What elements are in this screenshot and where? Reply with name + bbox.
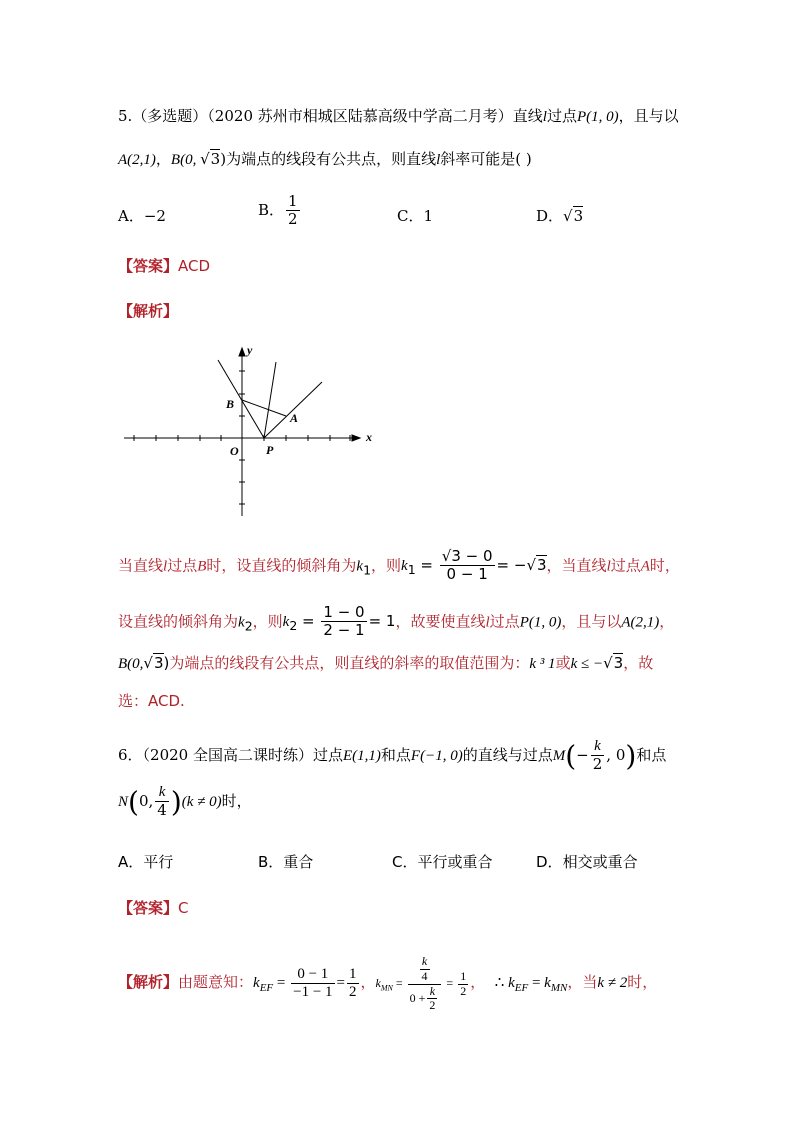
q6-f1-den: −1 − 1 — [293, 983, 333, 1000]
q6-kMN: k — [375, 975, 381, 990]
sol2-c: = 1 — [368, 612, 396, 631]
q6-sub-MN-2: MN — [550, 981, 568, 994]
q6-M-num: k — [591, 738, 605, 756]
q6-option-d-value: 相交或重合 — [562, 853, 638, 871]
sol2-k-2: k — [282, 614, 290, 631]
q6-option-c-value: 平行或重合 — [417, 853, 493, 871]
segment-AB — [242, 400, 286, 416]
q6-N-den: 4 — [157, 801, 167, 820]
sol1-l: l — [163, 558, 168, 575]
q6-kMN-2: k — [544, 974, 551, 991]
q6-f2-top — [420, 955, 430, 984]
q6-f2-top-d: 4 — [421, 968, 428, 983]
sol1-e: = − — [496, 556, 527, 575]
q6-point-E: E(1,1) — [343, 747, 381, 764]
sol3-sqrt: √ — [143, 654, 153, 672]
sol3-a: B(0, — [118, 656, 144, 672]
q5-option-a-value: −2 — [143, 207, 166, 225]
q5-point-B-pre: B(0, — [170, 152, 201, 168]
q6-option-b-value: 重合 — [283, 853, 314, 871]
q5-analysis-tag-text: 【解析】 — [118, 302, 179, 320]
q6-stem-pre: 6．（2020 全国高二课时练）过点 — [118, 745, 343, 764]
q5-solution-line2: 设直线的倾斜角为$k_2$，则$k_2$ = $\frac{1 - 0}{2 - 1}$ = 1，故要使直线l过点P(1, 0)，且与以A(2,1)， — [118, 603, 675, 640]
q6-option-d-label: D． — [536, 853, 563, 871]
sol3-sqrt-2: √ — [603, 654, 613, 672]
sol1-sqrt3: 3 — [537, 556, 547, 575]
q6-analysis-tag: 【解析】 — [118, 972, 179, 991]
sol3-d: k ³ 1 — [529, 656, 556, 672]
q6-half — [347, 966, 359, 1002]
sol1-h: 时， — [649, 556, 680, 575]
q5-solution-line4 — [118, 690, 185, 711]
sol1-frac-sqrt: √ — [441, 547, 452, 565]
q6-comma: ， — [360, 972, 376, 991]
sol2-fraction — [321, 604, 366, 640]
q5-option-a — [118, 205, 166, 226]
q5-option-b-fraction — [286, 193, 300, 229]
q6-mid: 的直线与过点 — [462, 745, 553, 764]
sol1-f: ，当直线 — [546, 556, 607, 575]
sol1-c: 时，设直线的倾斜角为 — [206, 556, 357, 575]
sol2-e: 过点 — [489, 612, 520, 631]
sol1-d: ，则 — [371, 556, 402, 575]
q5-option-d-sqrt: √ — [563, 207, 573, 225]
q6-option-c-label: C． — [392, 853, 418, 871]
sol2-d: ，故要使直线 — [395, 612, 486, 631]
sol1-sub: 1 — [363, 562, 372, 578]
sol2-k: k — [238, 614, 245, 631]
q5-option-a-label: A． — [118, 207, 144, 225]
q5-option-d-value: 3 — [573, 207, 584, 225]
sol2-frac-den: 2 − 1 — [323, 621, 365, 640]
q6-option-b-label: B． — [258, 853, 284, 871]
q6-cond: k ≠ 2 — [597, 974, 628, 991]
q5-option-b-label: B． — [258, 200, 285, 219]
q5-stem-post: ，且与以 — [618, 107, 679, 125]
sol3-sqrt3: 3 — [153, 654, 164, 672]
q5-point-A: A(2,1) — [118, 152, 156, 168]
sol3-f: k ≤ − — [570, 656, 604, 672]
sol2-f: P(1, 0) — [519, 614, 562, 631]
sol4-text: 选：ACD. — [118, 692, 185, 710]
q6-option-c — [392, 851, 493, 872]
q5-option-c-value: 1 — [423, 207, 434, 225]
q5-option-b-den: 2 — [288, 210, 298, 229]
q6-f2-bot-pre: 0 + — [409, 990, 426, 1005]
q6-N-lparen: ( — [128, 785, 139, 819]
q6-N-num: k — [155, 784, 169, 802]
sol3-g: ，故 — [623, 654, 654, 672]
q6-sub-MN: MN — [380, 983, 393, 993]
q5-analysis-tag — [118, 300, 178, 321]
sol1-b: 过点 — [167, 556, 198, 575]
q5-stem-mid: 过点 — [546, 107, 577, 125]
q6-sub-EF-2: EF — [514, 981, 529, 994]
q6-N-rparen: ) — [170, 785, 182, 819]
q6-and: 和点 — [380, 745, 411, 764]
line-through-B — [218, 360, 264, 438]
q5-answer-value: ACD — [178, 257, 211, 275]
q6-analysis: 【解析】由题意知：$k_{EF}$ = $\frac{0 - 1}{-1 - 1}$ = $\frac{1}{2}$ ，$k_{MN}$ = $\frac{k}{4}$ 0 + $\frac{k}{2}$ = $\frac{1}{2}$ ， ∴ $k_{EF} = k_{MN}$，当k ≠ 2时， — [118, 954, 658, 1013]
q6-half-d: 2 — [349, 983, 357, 1000]
sol2-h: A(2,1) — [621, 614, 660, 631]
q6-M-lparen: ( — [565, 739, 577, 773]
q6-M-rparen: ) — [625, 739, 637, 773]
q6-f2-bot-n: k — [427, 985, 437, 1000]
q5-solution-line1: 当直线l过点B时，设直线的倾斜角为$k_1$，则$k_1$ = $\frac{√3 - 0}{0 - 1}$ = −√3，当直线l过点A时， — [118, 547, 680, 584]
q6-M-post: , 0 — [606, 745, 626, 764]
q6-answer — [118, 897, 189, 918]
q5-sqrt-sign: √ — [200, 150, 210, 168]
q6-f1 — [291, 966, 334, 1002]
q6-sub-EF: EF — [259, 981, 274, 994]
q5-stem-line1 — [118, 105, 679, 126]
q6-end2: 时， — [221, 791, 252, 810]
q5-coordinate-graph — [120, 340, 380, 520]
q6-N: N — [118, 793, 129, 810]
sol3-b: ) — [163, 654, 170, 672]
sol2-i: ， — [659, 612, 675, 631]
sol2-frac-num: 1 − 0 — [323, 603, 365, 621]
sol1-a: 当直线 — [118, 556, 164, 575]
sol2-l: l — [485, 614, 490, 631]
sol2-a: 设直线的倾斜角为 — [118, 612, 239, 631]
sol2-b: ，则 — [252, 612, 283, 631]
sol1-l-2: l — [606, 558, 611, 575]
sol1-fraction — [440, 548, 495, 584]
y-label: y — [247, 343, 253, 357]
sol2-g: ，且与以 — [561, 612, 622, 631]
q5-stem-text: 5.（多选题）（2020 苏州市相城区陆慕高级中学高二月考）直线 — [118, 107, 543, 125]
q6-half2-n: 1 — [460, 968, 467, 983]
q6-f2-bot-d: 2 — [429, 998, 436, 1013]
q6-comma-2: ， — [470, 972, 486, 991]
line-through-A — [264, 382, 322, 438]
q5-option-b-num: 1 — [288, 192, 298, 210]
sol1-frac-num: 3 − 0 — [451, 547, 493, 565]
q6-kEF: k — [253, 974, 260, 991]
q6-f2-top-n: k — [420, 955, 430, 970]
q6-half-n: 1 — [347, 966, 359, 984]
q6-option-a-label: A． — [118, 853, 144, 871]
q6-M: M — [552, 747, 566, 764]
q6-option-a — [118, 851, 173, 872]
sol1-k-2: k — [401, 558, 408, 575]
q5-sep: ， — [155, 150, 171, 168]
q5-stem-line2 — [118, 148, 532, 169]
q6-half2-d: 2 — [460, 983, 467, 998]
q5-line-l: l — [542, 109, 547, 125]
q6-end1: 和点 — [636, 745, 667, 764]
point-A-label: A — [290, 411, 299, 425]
q6-option-d — [536, 851, 638, 872]
origin-label: O — [230, 444, 239, 458]
q5-option-b — [258, 193, 302, 229]
sol1-A: A — [640, 558, 650, 575]
sol1-B: B — [197, 558, 207, 575]
q6-kEF-2: k — [508, 974, 515, 991]
q6-therefore: ∴ — [494, 974, 505, 991]
q6-N-zero: 0, — [138, 791, 154, 810]
q6-eq-half: = — [336, 974, 346, 991]
sol3-c: 为端点的线段有公共点，则直线的斜率的取值范围为： — [169, 654, 530, 672]
x-axis-arrow — [352, 435, 360, 441]
q5-option-c — [397, 205, 433, 226]
sol1-g: 过点 — [610, 556, 641, 575]
q5-option-d — [536, 205, 583, 226]
q5-answer-tag: 【答案】 — [118, 257, 179, 275]
q5-stem2: 为端点的线段有公共点，则直线 — [226, 150, 437, 168]
q6-M-den: 2 — [592, 755, 603, 774]
q6-f2 — [408, 955, 442, 1013]
q6-half-2 — [458, 970, 468, 999]
q6-answer-tag: 【答案】 — [118, 899, 179, 917]
sol1-k: k — [356, 558, 364, 575]
sol3-sqrt3-2: 3 — [613, 654, 624, 672]
q6-answer-value: C — [178, 899, 189, 917]
q6-end: ，当 — [567, 972, 598, 991]
q6-option-b — [258, 851, 313, 872]
q5-answer — [118, 255, 210, 276]
q6-stem-line1: 6．（2020 全国高二课时练）过点E(1,1)和点F(−1, 0)的直线与过点M(− $\frac{k}{2}$ , 0)和点 — [118, 738, 667, 774]
q5-option-d-label: D． — [536, 207, 564, 225]
sol1-sub-2: 1 — [407, 562, 416, 578]
q6-option-a-value: 平行 — [143, 853, 174, 871]
sol1-frac-den: 0 − 1 — [446, 565, 488, 584]
q6-eq: = — [531, 974, 541, 991]
q5-option-c-label: C． — [397, 207, 424, 225]
q6-stem-line2 — [118, 784, 252, 820]
sol2-sub-2: 2 — [289, 618, 298, 634]
x-label: x — [366, 430, 372, 444]
point-P-label: P — [266, 443, 274, 457]
q5-stem3: 斜率可能是( ) — [440, 150, 532, 168]
y-axis-arrow — [239, 348, 245, 356]
q6-analysis-a: 由题意知： — [178, 972, 254, 991]
q6-N-fraction — [155, 784, 169, 820]
q5-point-P: P(1, 0) — [576, 109, 619, 125]
q5-solution-line3 — [118, 652, 653, 673]
sol2-sub: 2 — [244, 618, 253, 634]
sol3-e: 或 — [555, 654, 571, 672]
q5-sqrt3: 3 — [210, 150, 221, 168]
q6-f2-bot — [427, 985, 437, 1014]
sol1-sqrt: √ — [526, 556, 536, 575]
q6-point-F: F(−1, 0) — [410, 747, 463, 764]
q5-point-B-post: ) — [220, 150, 227, 168]
q6-f1-num: 0 − 1 — [291, 966, 334, 984]
q6-end2-text: 时， — [627, 972, 658, 991]
q6-N-cond: (k ≠ 0) — [181, 793, 222, 810]
q6-M-fraction — [591, 738, 605, 774]
point-B-label: B — [226, 397, 235, 411]
steep-line — [264, 362, 276, 438]
q5-line-l-2: l — [436, 152, 441, 168]
